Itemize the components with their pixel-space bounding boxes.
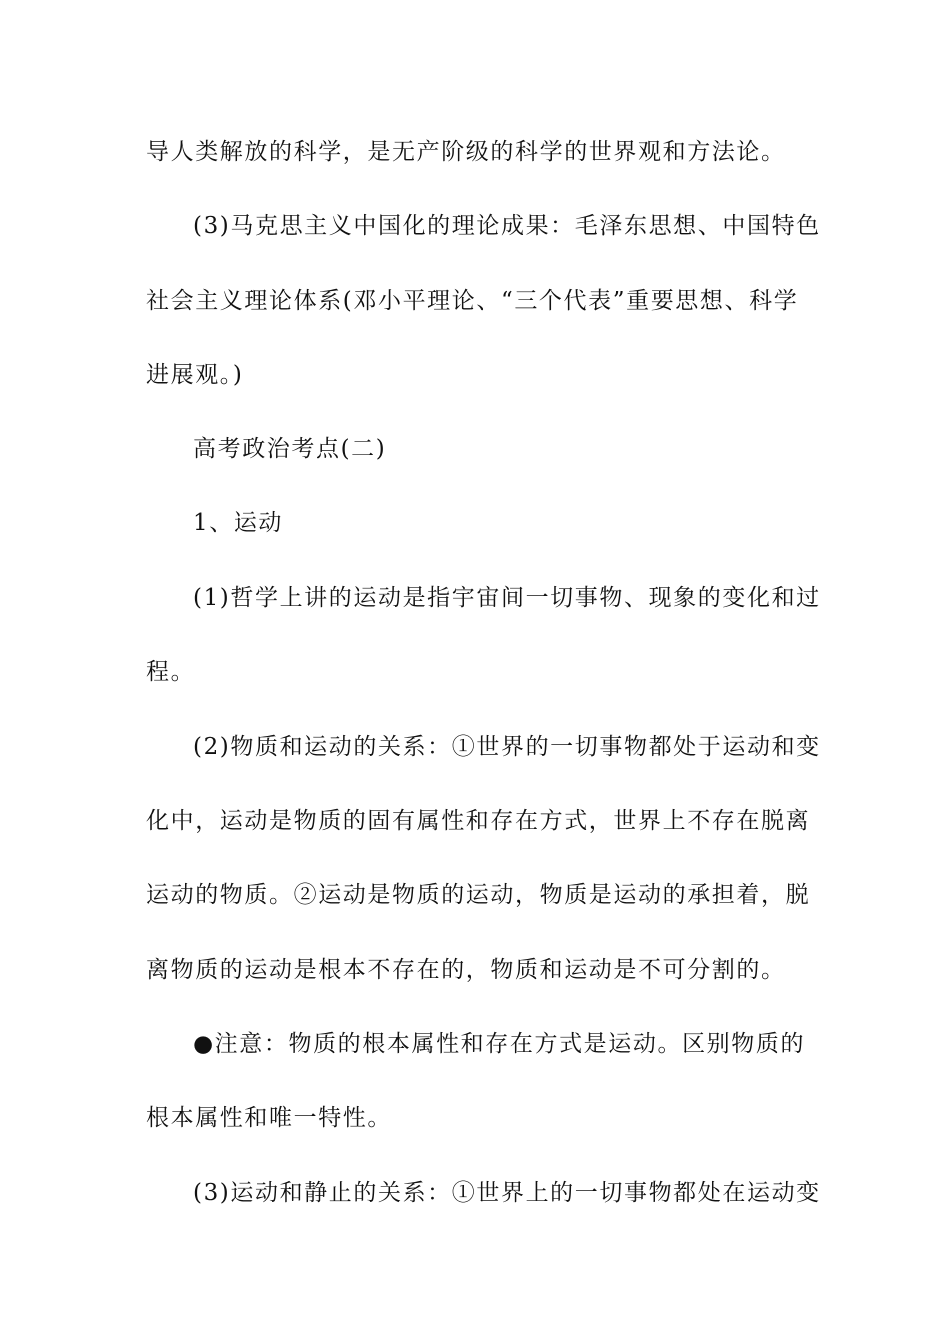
note-line-1: ●注意：物质的根本属性和存在方式是运动。区别物质的 [193, 1031, 806, 1057]
paragraph-line-4: 进展观。) [146, 362, 244, 388]
section-heading: 高考政治考点(二) [193, 436, 387, 462]
paragraph-line-2: (3)马克思主义中国化的理论成果：毛泽东思想、中国特色 [193, 213, 821, 239]
paragraph-line-10: 化中，运动是物质的固有属性和存在方式，世界上不存在脱离 [146, 808, 811, 834]
paragraph-line-9: (2)物质和运动的关系：①世界的一切事物都处于运动和变 [193, 734, 821, 760]
paragraph-line-11: 运动的物质。②运动是物质的运动，物质是运动的承担着，脱 [146, 882, 811, 908]
note-line-2: 根本属性和唯一特性。 [146, 1105, 392, 1131]
paragraph-line-8: 程。 [146, 659, 196, 685]
paragraph-line-15: (3)运动和静止的关系：①世界上的一切事物都处在运动变 [193, 1180, 821, 1206]
paragraph-line-1: 导人类解放的科学，是无产阶级的科学的世界观和方法论。 [146, 139, 786, 165]
subsection-heading: 1、运动 [193, 510, 284, 536]
paragraph-line-7: (1)哲学上讲的运动是指宇宙间一切事物、现象的变化和过 [193, 585, 821, 611]
paragraph-line-12: 离物质的运动是根本不存在的，物质和运动是不可分割的。 [146, 957, 786, 983]
paragraph-line-3: 社会主义理论体系(邓小平理论、“三个代表”重要思想、科学 [146, 288, 799, 314]
